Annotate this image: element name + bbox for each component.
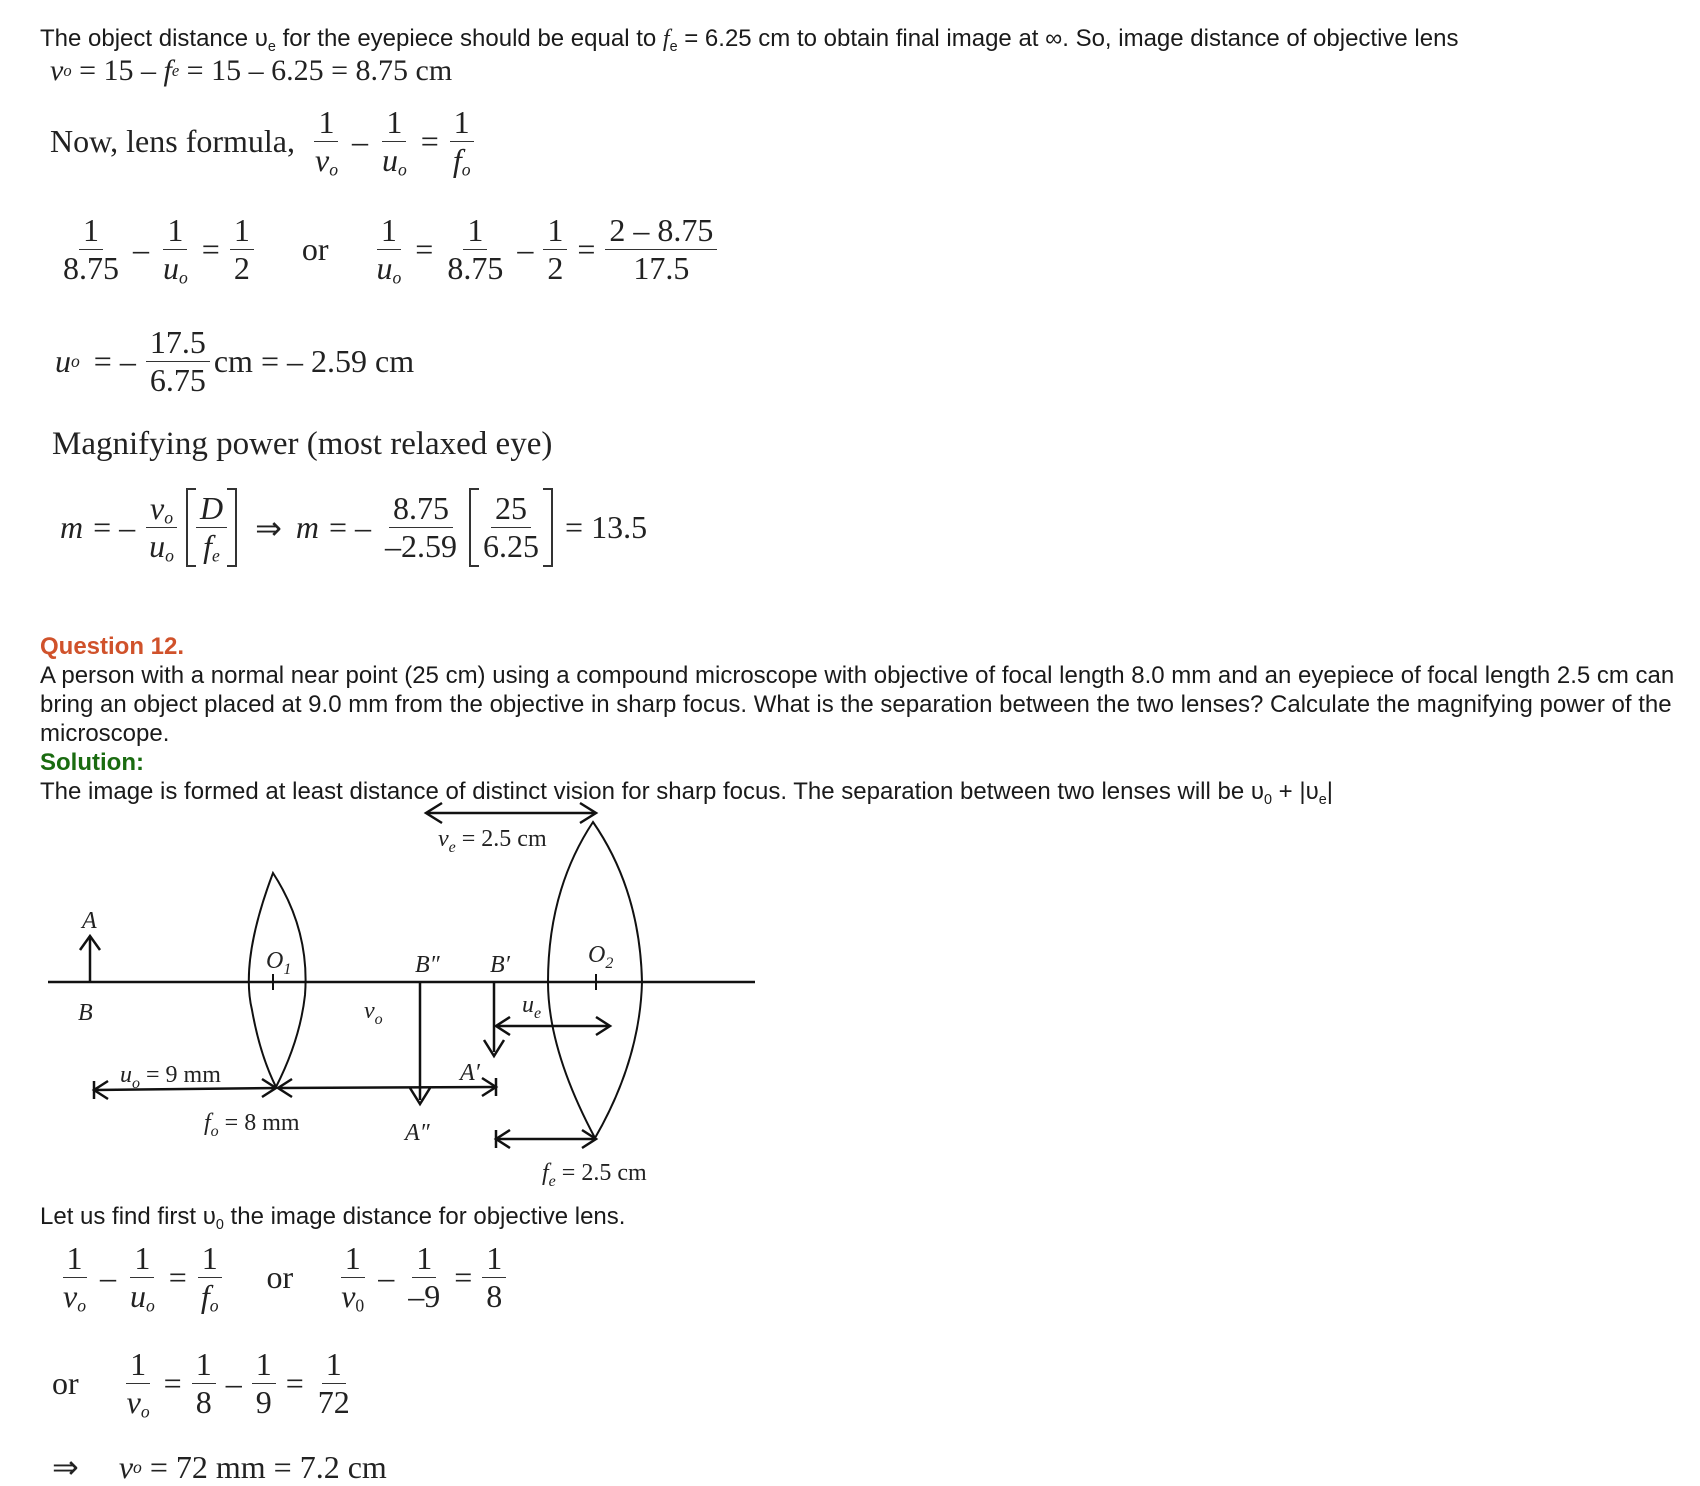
equals-sign: = (168, 1259, 187, 1296)
fraction (196, 490, 227, 565)
label-uo-value: = 9 mm (140, 1062, 221, 1088)
label-ve-value: = 2.5 cm (455, 826, 547, 852)
label-O2 (588, 942, 613, 972)
subscript: o (329, 159, 338, 180)
subscript: e (669, 39, 678, 56)
lens-formula-label: Now, lens formula, (50, 123, 295, 160)
minus-sign: – (225, 1365, 242, 1402)
label-B: B (78, 1000, 93, 1026)
subscript: o (461, 159, 471, 180)
subscript: e (1318, 792, 1327, 809)
denominator (449, 142, 475, 180)
fraction (479, 490, 543, 565)
subscript: o (146, 1295, 155, 1316)
symbol-v: v (150, 489, 165, 526)
denominator: 2 (547, 250, 564, 287)
fraction (59, 1240, 90, 1315)
or-text: or (52, 1365, 79, 1402)
eq-result: = 13.5 (565, 509, 648, 546)
equals-sign: = (285, 1365, 304, 1402)
step-find-text (40, 1202, 625, 1240)
symbol-f: f (452, 141, 462, 178)
symbol-f: f (203, 527, 213, 564)
equals-sign: = (577, 231, 596, 268)
microscope-ray-diagram (0, 800, 780, 1190)
label-ue-sub: e (534, 1005, 542, 1022)
question-title: Question 12. (40, 633, 185, 660)
symbol-v: v (126, 1383, 141, 1420)
equals-sign: = (163, 1365, 182, 1402)
label-ve (438, 826, 547, 856)
denominator (59, 1278, 90, 1316)
symbol-f: f (163, 54, 172, 87)
denominator (159, 250, 192, 288)
fraction (378, 104, 411, 179)
label-fo-value: = 8 mm (218, 1110, 300, 1136)
label-A-double-prime: A″ (405, 1120, 430, 1146)
label-B-prime: B′ (490, 952, 510, 978)
label-ue (522, 992, 541, 1022)
minus-sign: – (133, 231, 149, 268)
numerator: 1 (79, 212, 103, 250)
label-fo-text: f (204, 1110, 211, 1136)
label-O1-text: O (266, 948, 284, 974)
symbol-v: v (50, 54, 64, 87)
step-part: the image distance for objective lens. (223, 1203, 626, 1230)
numerator: 1 (198, 1240, 222, 1278)
denominator: 8.75 (63, 250, 119, 287)
denominator (145, 528, 178, 566)
denominator: 8.75 (447, 250, 504, 287)
equation-lens-formula-3 (52, 1346, 358, 1421)
numerator: 1 (450, 104, 474, 142)
numerator: 1 (163, 212, 187, 250)
fraction (146, 324, 210, 399)
symbol-f: f (662, 26, 670, 52)
label-O1 (266, 948, 291, 978)
implies-arrow: ⇒ (255, 509, 282, 546)
fraction (230, 212, 254, 287)
equation-lens-formula (50, 104, 479, 179)
numerator: 1 (63, 1240, 87, 1278)
label-fo (204, 1110, 300, 1140)
numerator: 8.75 (389, 490, 453, 528)
symbol-f: f (200, 1277, 210, 1314)
equation-uo (55, 324, 414, 399)
denominator (199, 528, 224, 566)
denominator (373, 250, 406, 288)
minus-sign: – (517, 231, 534, 268)
fraction (337, 1240, 368, 1315)
numerator: 1 (252, 1346, 276, 1384)
subscript: 0 (355, 1295, 365, 1316)
equation-magnification (60, 488, 647, 567)
denominator (337, 1278, 368, 1316)
eq-text: = – (93, 342, 136, 379)
fraction (373, 212, 406, 287)
question-body: A person with a normal near point (25 cm) using a compound microscope with objective of focal length 8.0 mm and an eyepiece of focal length 2.5 cm can bring an object placed at 9.0 mm from the objective in sharp focus. What is the separation between the two lenses? Calculate the magnifying power of the microscope. (40, 662, 1675, 747)
fraction (381, 490, 461, 565)
equation-lens-formula-2 (55, 1240, 510, 1315)
subscript: 0 (1263, 792, 1272, 809)
symbol-u: u (149, 528, 166, 565)
fraction (449, 104, 475, 179)
numerator: 1 (126, 1346, 150, 1384)
denominator (126, 1278, 159, 1316)
symbol-u: u (376, 249, 393, 286)
fraction (59, 212, 123, 287)
solution-part: The image is formed at least distance of distinct vision for sharp focus. The separation between two lenses will be υ (40, 778, 1264, 805)
or-text: or (266, 1259, 294, 1296)
equation-final (52, 1448, 387, 1486)
label-fe-value: = 2.5 cm (555, 1160, 647, 1186)
numerator (146, 490, 177, 529)
subscript: o (63, 61, 72, 80)
label-ve-sub: e (448, 839, 456, 856)
objective-lens (249, 873, 306, 1087)
numerator: 1 (543, 212, 567, 250)
label-fe (542, 1160, 647, 1190)
eq-text: = 72 mm = 7.2 cm (141, 1448, 387, 1485)
fraction (126, 1240, 159, 1315)
subscript: 0 (215, 1217, 224, 1234)
fraction (192, 1346, 216, 1421)
fraction (404, 1240, 444, 1315)
subscript: o (165, 545, 174, 566)
fraction (605, 212, 717, 287)
numerator: 1 (192, 1346, 216, 1384)
symbol-m: m (60, 509, 84, 546)
uo-dimension-line (94, 1088, 276, 1090)
numerator: 1 (341, 1240, 365, 1278)
subscript: o (133, 1456, 142, 1477)
numerator: 1 (130, 1240, 154, 1278)
eq-text: = – (328, 509, 372, 546)
fraction (543, 212, 567, 287)
denominator: 6.25 (483, 528, 540, 565)
symbol-v: v (341, 1277, 356, 1314)
label-fo-sub: o (210, 1123, 219, 1140)
denominator: 6.75 (149, 361, 206, 398)
equals-sign: = (201, 231, 220, 268)
magnifying-power-heading: Magnifying power (most relaxed eye) (52, 426, 553, 462)
solution-part: + |υ (1271, 778, 1319, 805)
numerator: 25 (491, 490, 531, 528)
step-part: Let us find first υ (40, 1203, 216, 1230)
symbol-v: v (63, 1277, 78, 1314)
symbol-u: u (381, 141, 398, 178)
denominator: –2.59 (385, 528, 458, 565)
equals-sign: = (415, 231, 434, 268)
numerator: 2 – 8.75 (605, 212, 717, 250)
intro-part: = 6.25 cm to obtain final image at ∞. So, image distance of objective lens (677, 25, 1459, 52)
fraction (443, 212, 507, 287)
label-vo-text: v (364, 998, 375, 1024)
label-uo (120, 1062, 221, 1092)
equation-vo (50, 54, 452, 88)
subscript: o (397, 159, 407, 180)
fraction (482, 1240, 506, 1315)
label-ue-text: u (522, 992, 534, 1018)
denominator: 9 (255, 1384, 272, 1421)
intro-part: for the eyepiece should be equal to (275, 25, 663, 52)
vo-dimension-line (278, 1087, 496, 1088)
equals-sign: = (420, 123, 439, 160)
numerator: 1 (482, 1240, 506, 1278)
denominator: 2 (233, 250, 250, 287)
fraction (145, 490, 178, 566)
subscript: o (179, 267, 188, 288)
numerator: 1 (377, 212, 401, 250)
label-fe-sub: e (548, 1173, 556, 1190)
fraction (123, 1346, 154, 1421)
denominator (197, 1278, 223, 1316)
label-ve-text: v (438, 826, 449, 852)
label-fe-text: f (542, 1160, 549, 1186)
symbol-m: m (295, 509, 319, 546)
symbol-v: v (118, 1448, 134, 1485)
label-vo (364, 998, 383, 1028)
bracket (469, 488, 553, 567)
or-text: or (301, 231, 329, 268)
label-O2-sub: 2 (605, 955, 614, 972)
subscript: o (164, 506, 174, 527)
intro-part: The object distance υ (40, 25, 268, 52)
subscript: o (140, 1401, 150, 1422)
equals-sign: = (454, 1259, 473, 1296)
minus-sign: – (351, 123, 368, 160)
label-uo-sub: o (132, 1075, 140, 1092)
numerator: 1 (322, 1346, 346, 1384)
numerator: 1 (230, 212, 254, 250)
fraction (252, 1346, 276, 1421)
denominator: 8 (195, 1384, 212, 1421)
label-A-prime: A′ (460, 1060, 480, 1086)
symbol-D: D (199, 490, 224, 526)
label-vo-sub: o (374, 1011, 383, 1028)
numerator: 17.5 (146, 324, 210, 362)
numerator: 1 (382, 104, 406, 142)
label-B-double-prime: B″ (415, 952, 440, 978)
numerator (196, 490, 227, 528)
numerator: 1 (412, 1240, 436, 1278)
symbol-u: u (130, 1277, 146, 1314)
symbol-u: u (163, 249, 179, 286)
subscript: e (171, 61, 180, 80)
symbol-v: v (314, 141, 330, 178)
fraction (159, 212, 192, 287)
denominator: 8 (486, 1278, 503, 1315)
denominator (311, 142, 342, 180)
eq-text: = 15 – (71, 54, 164, 87)
eq-text: = 15 – 6.25 = 8.75 cm (179, 54, 453, 87)
numerator: 1 (314, 104, 338, 142)
bracket (186, 488, 237, 567)
denominator (123, 1384, 154, 1422)
label-A: A (82, 908, 97, 934)
subscript: o (392, 267, 402, 288)
numerator: 1 (463, 212, 487, 250)
fraction (197, 1240, 223, 1315)
minus-sign: – (378, 1259, 395, 1296)
label-uo-text: u (120, 1062, 132, 1088)
subscript: o (77, 1295, 86, 1316)
fraction (314, 1346, 354, 1421)
fraction (311, 104, 342, 179)
denominator: 17.5 (633, 250, 690, 287)
subscript: e (267, 39, 276, 56)
equation-step2 (55, 212, 721, 287)
solution-part: | (1326, 778, 1333, 805)
subscript: o (209, 1295, 219, 1316)
label-O1-sub: 1 (283, 961, 292, 978)
symbol-u: u (55, 342, 71, 379)
eq-text: cm = – 2.59 cm (213, 342, 415, 379)
denominator: –9 (408, 1278, 441, 1315)
subscript: o (71, 350, 80, 371)
label-O2-text: O (588, 942, 606, 968)
minus-sign: – (100, 1259, 116, 1296)
denominator: 72 (317, 1384, 350, 1421)
eq-text: = – (93, 509, 136, 546)
implies-arrow: ⇒ (52, 1449, 79, 1485)
subscript: e (212, 545, 220, 566)
solution-title: Solution: (40, 749, 144, 776)
denominator (378, 142, 411, 180)
